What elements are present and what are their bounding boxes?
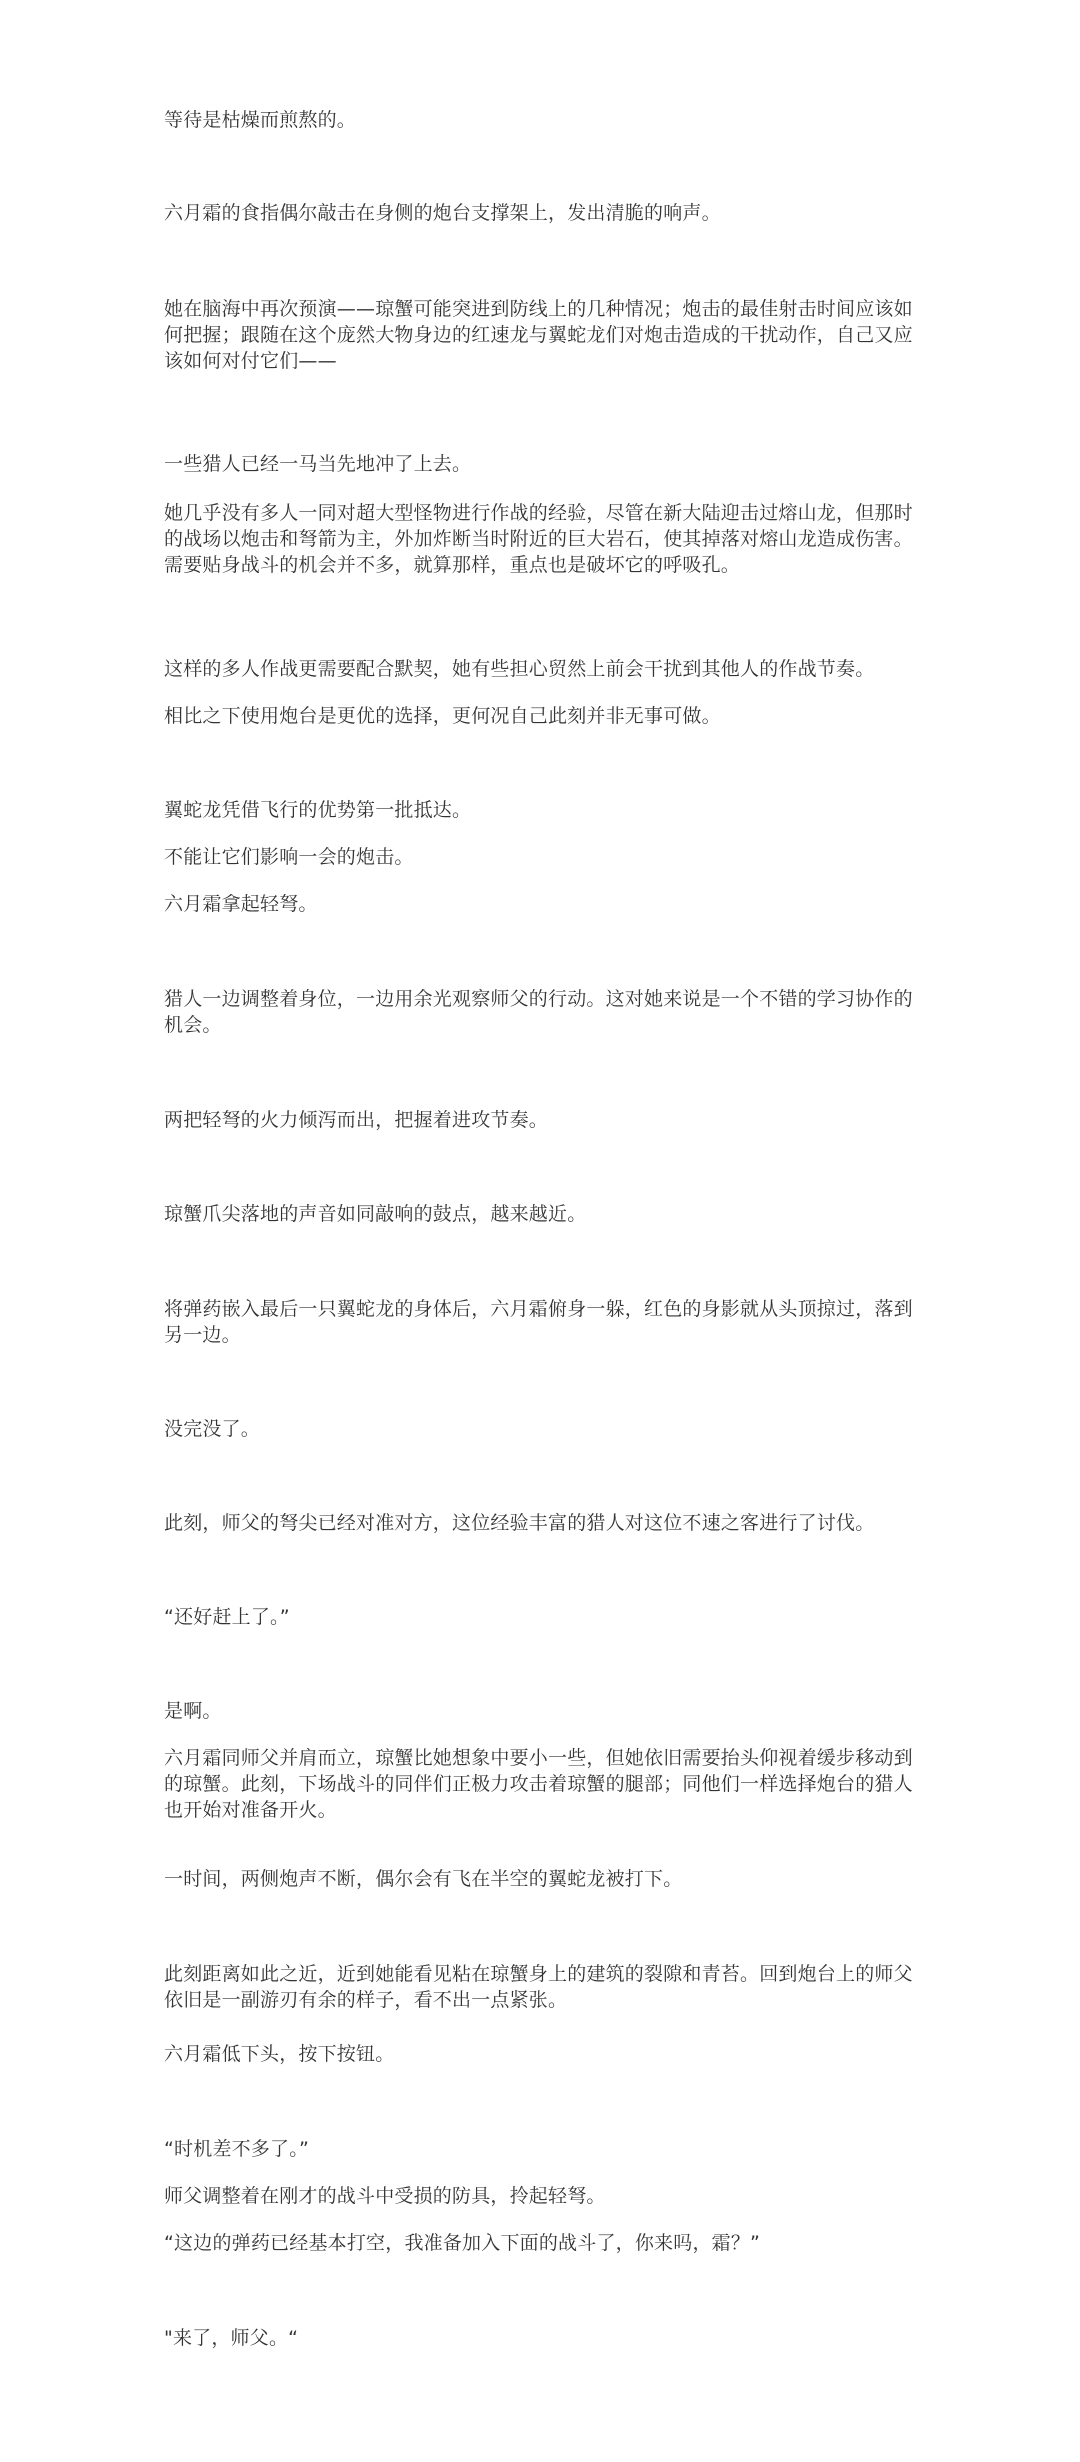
paragraph: 六月霜的食指偶尔敲击在身侧的炮台支撑架上，发出清脆的响声。 bbox=[164, 202, 721, 224]
paragraph: 这样的多人作战更需要配合默契，她有些担心贸然上前会干扰到其他人的作战节奏。 bbox=[164, 658, 875, 680]
paragraph: 师父调整着在刚才的战斗中受损的防具，拎起轻弩。 bbox=[164, 2185, 606, 2207]
paragraph: 相比之下使用炮台是更优的选择，更何况自己此刻并非无事可做。 bbox=[164, 705, 721, 727]
paragraph: 一些猎人已经一马当先地冲了上去。 bbox=[164, 453, 472, 475]
paragraph: 不能让它们影响一会的炮击。 bbox=[164, 846, 414, 868]
paragraph: 她几乎没有多人一同对超大型怪物进行作战的经验，尽管在新大陆迎击过熔山龙，但那时的战场以炮击和弩箭为主，外加炸断当时附近的巨大岩石，使其掉落对熔山龙造成伤害。需要贴身战斗的机会并不多，就算那样，重点也是破坏它的呼吸孔。 bbox=[164, 502, 913, 576]
paragraph: 此刻距离如此之近，近到她能看见粘在琼蟹身上的建筑的裂隙和青苔。回到炮台上的师父依旧是一副游刃有余的样子，看不出一点紧张。 bbox=[164, 1963, 913, 2011]
paragraph: 六月霜同师父并肩而立，琼蟹比她想象中要小一些，但她依旧需要抬头仰视着缓步移动到的琼蟹。此刻，下场战斗的同伴们正极力攻击着琼蟹的腿部；同他们一样选择炮台的猎人也开始对准备开火。 bbox=[164, 1747, 913, 1821]
paragraph: 将弹药嵌入最后一只翼蛇龙的身体后，六月霜俯身一躲，红色的身影就从头顶掠过，落到另一边。 bbox=[164, 1298, 913, 1346]
paragraph: 是啊。 bbox=[164, 1700, 222, 1722]
paragraph: “还好赶上了。” bbox=[164, 1606, 290, 1628]
paragraph: "来了，师父。“ bbox=[164, 2327, 299, 2349]
paragraph: 她在脑海中再次预演——琼蟹可能突进到防线上的几种情况；炮击的最佳射击时间应该如何把握；跟随在这个庞然大物身边的红速龙与翼蛇龙们对炮击造成的干扰动作，自己又应该如何对付它们—— bbox=[164, 298, 913, 372]
paragraph: 翼蛇龙凭借飞行的优势第一批抵达。 bbox=[164, 799, 472, 821]
paragraph: 六月霜低下头，按下按钮。 bbox=[164, 2043, 395, 2065]
paragraph: 等待是枯燥而煎熬的。 bbox=[164, 109, 357, 131]
paragraph: 琼蟹爪尖落地的声音如同敲响的鼓点，越来越近。 bbox=[164, 1203, 587, 1225]
paragraph: 没完没了。 bbox=[164, 1418, 261, 1440]
paragraph: 六月霜拿起轻弩。 bbox=[164, 893, 318, 915]
paragraph: “这边的弹药已经基本打空，我准备加入下面的战斗了，你来吗，霜？” bbox=[164, 2232, 761, 2254]
paragraph: 一时间，两侧炮声不断，偶尔会有飞在半空的翼蛇龙被打下。 bbox=[164, 1868, 683, 1890]
paragraph: 此刻，师父的弩尖已经对准对方，这位经验丰富的猎人对这位不速之客进行了讨伐。 bbox=[164, 1512, 875, 1534]
paragraph: 两把轻弩的火力倾泻而出，把握着进攻节奏。 bbox=[164, 1109, 549, 1131]
paragraph: “时机差不多了。” bbox=[164, 2138, 309, 2160]
paragraph: 猎人一边调整着身位，一边用余光观察师父的行动。这对她来说是一个不错的学习协作的机会。 bbox=[164, 988, 913, 1036]
